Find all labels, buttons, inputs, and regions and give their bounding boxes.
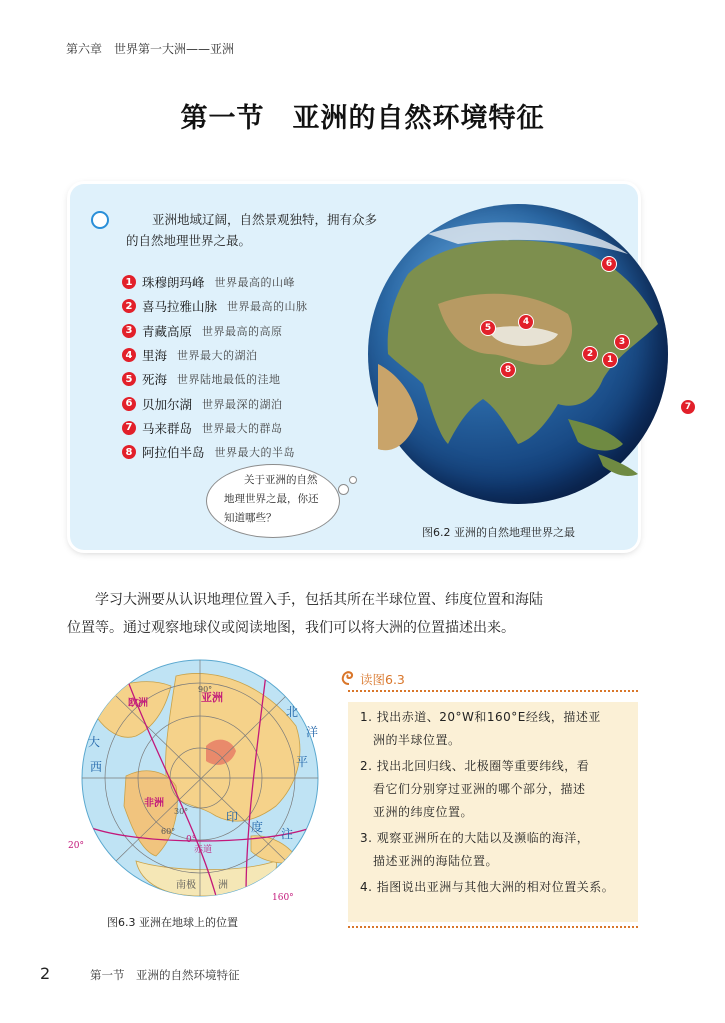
bubble-line-1: 关于亚洲的自然	[244, 474, 318, 486]
list-item	[122, 367, 308, 391]
list-item	[122, 391, 308, 415]
label-20w: 20°	[68, 841, 84, 851]
label-30: 30°	[174, 807, 189, 816]
item-desc: 世界最大的群岛	[202, 421, 283, 435]
label-yang: 洋	[306, 725, 319, 739]
map-pin-2: 2	[582, 346, 598, 362]
paragraph-line-1: 学习大洲要从认识地理位置入手，包括其所在半球位置、纬度位置和海陆	[95, 592, 543, 608]
map-pin-3: 3	[614, 334, 630, 350]
item-name: 贝加尔湖	[142, 396, 193, 412]
reading-activity-box	[348, 668, 638, 928]
item-desc: 世界最大的半岛	[214, 446, 296, 460]
item-desc: 世界陆地最低的洼地	[177, 373, 281, 387]
thought-dot	[349, 476, 357, 484]
map-pin-8: 8	[500, 362, 516, 378]
list-item	[122, 416, 308, 440]
item-desc: 世界最高的山峰	[214, 276, 296, 290]
item-desc: 世界最深的湖泊	[202, 397, 283, 411]
list-item	[122, 440, 308, 464]
label-160e: 160°	[272, 893, 294, 903]
superlatives-list	[122, 270, 308, 464]
list-item	[122, 294, 308, 318]
hemisphere-map-svg	[66, 656, 336, 902]
body-paragraph	[67, 586, 652, 642]
globe-landmass	[368, 204, 668, 504]
reading-swirl-icon	[340, 668, 358, 686]
label-xi: 西	[90, 760, 103, 774]
item-name: 珠穆朗玛峰	[142, 275, 205, 291]
page-title: 第一节 亚洲的自然环境特征	[180, 103, 545, 134]
label-asia: 亚洲	[201, 691, 223, 704]
figure-caption-6-2: 图6.2 亚洲的自然地理世界之最	[422, 526, 575, 539]
number-badge: 1	[122, 275, 136, 289]
intro-line-1: 亚洲地域辽阔，自然景观独特，拥有众多	[152, 212, 378, 227]
number-badge: 2	[122, 299, 136, 313]
question-2c: 亚洲的纬度位置。	[373, 805, 474, 819]
label-equator: 赤道	[194, 845, 213, 855]
number-badge: 4	[122, 348, 136, 362]
asia-globe-image	[368, 204, 692, 504]
reading-header	[348, 668, 638, 692]
list-item	[122, 270, 308, 294]
question-3b: 描述亚洲的海陆位置。	[373, 854, 499, 868]
asia-position-map	[66, 656, 336, 902]
question-2b: 看它们分别穿过亚洲的哪个部分，描述	[373, 782, 586, 796]
number-badge: 7	[122, 421, 136, 435]
item-name: 死海	[142, 372, 168, 388]
circle-bullet-icon	[91, 211, 109, 229]
map-pin-6: 6	[601, 256, 617, 272]
reading-questions	[348, 702, 638, 922]
bubble-line-2: 地理世界之最，你还	[224, 493, 319, 505]
label-zhu: 注	[281, 827, 294, 841]
item-desc: 世界最高的高原	[202, 324, 283, 338]
question-1a: 1. 找出赤道、20°W和160°E经线，描述亚	[360, 710, 601, 724]
list-item	[122, 319, 308, 343]
item-name: 青藏高原	[142, 323, 193, 339]
item-name: 喜马拉雅山脉	[142, 299, 218, 315]
label-ping: 平	[296, 755, 309, 769]
label-bei: 北	[286, 705, 299, 719]
item-desc: 世界最大的湖泊	[177, 349, 258, 363]
page-number: 2	[40, 964, 51, 983]
footer-section-title: 第一节 亚洲的自然环境特征	[90, 968, 240, 982]
label-60: 60°	[161, 827, 176, 836]
question-2a: 2. 找出北回归线、北极圈等重要纬线，看	[360, 759, 590, 773]
item-name: 马来群岛	[142, 420, 193, 436]
label-antarctica: 南极	[176, 880, 196, 891]
reading-bottom-rule	[348, 926, 638, 928]
label-yin: 印	[226, 810, 239, 824]
label-0: 0°	[186, 835, 197, 845]
number-badge: 3	[122, 324, 136, 338]
reading-label: 读图6.3	[360, 672, 405, 687]
paragraph-line-2: 位置等。通过观察地球仪或阅读地图，我们可以将大洲的位置描述出来。	[67, 620, 515, 636]
label-africa: 非洲	[144, 798, 164, 809]
item-desc: 世界最高的山脉	[227, 300, 308, 314]
number-badge: 8	[122, 445, 136, 459]
map-pin-1: 1	[602, 352, 618, 368]
chapter-header: 第六章 世界第一大洲——亚洲	[66, 42, 235, 56]
question-1b: 洲的半球位置。	[373, 733, 461, 747]
bubble-text	[224, 471, 340, 528]
map-pin-7: 7	[680, 399, 696, 415]
feature-panel	[70, 184, 692, 550]
label-europe: 欧洲	[128, 698, 148, 709]
number-badge: 6	[122, 397, 136, 411]
list-item	[122, 343, 308, 367]
intro-line-2: 的自然地理世界之最。	[126, 233, 252, 248]
label-du: 度	[251, 820, 264, 834]
label-90-top: 90°	[198, 685, 213, 694]
bubble-line-3: 知道哪些？	[224, 512, 277, 524]
map-pin-4: 4	[518, 314, 534, 330]
question-3a: 3. 观察亚洲所在的大陆以及濒临的海洋，	[360, 831, 590, 845]
map-pin-5: 5	[480, 320, 496, 336]
figure-caption-6-3: 图6.3 亚洲在地球上的位置	[107, 916, 238, 929]
item-name: 阿拉伯半岛	[142, 445, 205, 461]
item-name: 里海	[142, 348, 168, 364]
number-badge: 5	[122, 372, 136, 386]
label-zhou: 洲	[218, 880, 228, 891]
question-4: 4. 指图说出亚洲与其他大洲的相对位置关系。	[360, 880, 615, 894]
label-da: 大	[88, 735, 101, 749]
